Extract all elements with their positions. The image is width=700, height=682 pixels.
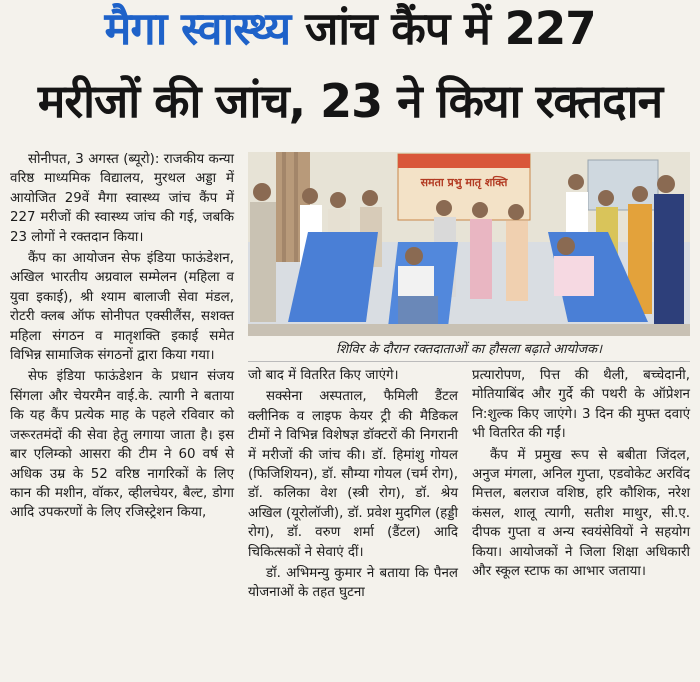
article-column-1 [10, 150, 234, 525]
headline-rest: जांच कैंप में 227 [304, 2, 596, 55]
photo-caption: शिविर के दौरान रक्तदाताओं का हौसला बढ़ाते आयोजक। [248, 339, 690, 362]
headline-line-2: मरीजों की जांच, 23 ने किया रक्तदान [37, 74, 663, 128]
article-column-2 [248, 366, 458, 605]
paragraph: प्रत्यारोपण, पित्त की थैली, बच्चेदानी, मोतियाबिंद और गुर्दे की पथरी के ऑप्रेशन नि:शुल्क किए जाएंगे। 3 दिन की मुफ्त दवाएं भी वितरित की गईं। [472, 368, 690, 442]
headline-accent: मैगा स्वास्थ्य [104, 2, 291, 55]
news-photo [248, 152, 690, 336]
article-column-3 [472, 366, 690, 583]
paragraph: सोनीपत, 3 अगस्त (ब्यूरो): राजकीय कन्या वरिष्ठ माध्यमिक विद्यालय, मुरथल अड्डा में आयोजित 29वें मैगा स्वास्थ्य जांच कैंप में 227 मरीजों की स्वास्थ्य जांच की गई, जबकि 23 लोगों ने रक्तदान किया। [10, 152, 234, 245]
paragraph: कैंप में प्रमुख रूप से बबीता जिंदल, अनुज मंगला, अनिल गुप्ता, एडवोकेट अरविंद मित्तल, बलराज वशिष्ठ, हरि कौशिक, नरेश कंसल, शालू त्यागी, सतीश माथुर, सी.ए. दीपक गुप्ता व अन्य स्वयंसेवियों ने सहयोग किया। आयोजकों ने जिला शिक्षा अधिकारी और स्कूल स्टाफ का आभार जताया। [472, 447, 690, 580]
paragraph: सेफ इंडिया फाऊंडेशन के प्रधान संजय सिंगला और चेयरमैन वाई.के. त्यागी ने बताया कि यह कैंप प्रत्येक माह के पहले रविवार को जरूरतमंदों की सेवा हेतु लगाया जाता है। इस बार एलिम्को आसरा की टीम ने 60 वर्ष से अधिक उम्र के 52 वरिष्ठ नागरिकों के लिए कान की मशीन, वॉकर, व्हीलचेयर, बैल्ट, डोगा आदि उपकरणों के लिए रजिस्ट्रेशन किया, [10, 369, 234, 521]
paragraph: सक्सेना अस्पताल, फैमिली डैंटल क्लीनिक व लाइफ केयर ट्री की मैडिकल टीमों ने विभिन्न विशेषज्ञ डॉक्टरों की निगरानी में मरीजों की जांच की। डॉ. हिमांशु गोयल (फिजिशियन), डॉ. सौम्या गोयल (चर्म रोग), डॉ. कलिका वेश (स्त्री रोग), डॉ. श्रेय अखिल (यूरोलॉजी), डॉ. प्रवेश मुदगिल (हड्डी रोग), डॉ. वरुण शर्मा (डैंटल) आदि चिकित्सकों ने सेवाएं दीं। [248, 389, 458, 560]
banner-text: समता प्रभु मातृ शक्ति [420, 176, 508, 189]
paragraph: कैंप का आयोजन सेफ इंडिया फाऊंडेशन, अखिल भारतीय अग्रवाल सम्मेलन (महिला व युवा इकाई), श्री श्याम बालाजी सेवा मंडल, रोटरी क्लब ऑफ सोनीपत एक्सीलैंस, सशक्त महिला संगठन व मातृशक्ति इकाई समेत विभिन्न सामाजिक संगठनों द्वारा किया गया। [10, 251, 234, 364]
paragraph: जो बाद में वितरित किए जाएंगे। [248, 368, 399, 383]
photo-illustration [248, 152, 690, 336]
paragraph: डॉ. अभिमन्यु कुमार ने बताया कि पैनल योजनाओं के तहत घुटना [248, 566, 458, 601]
headline-line-1 [0, 2, 700, 55]
